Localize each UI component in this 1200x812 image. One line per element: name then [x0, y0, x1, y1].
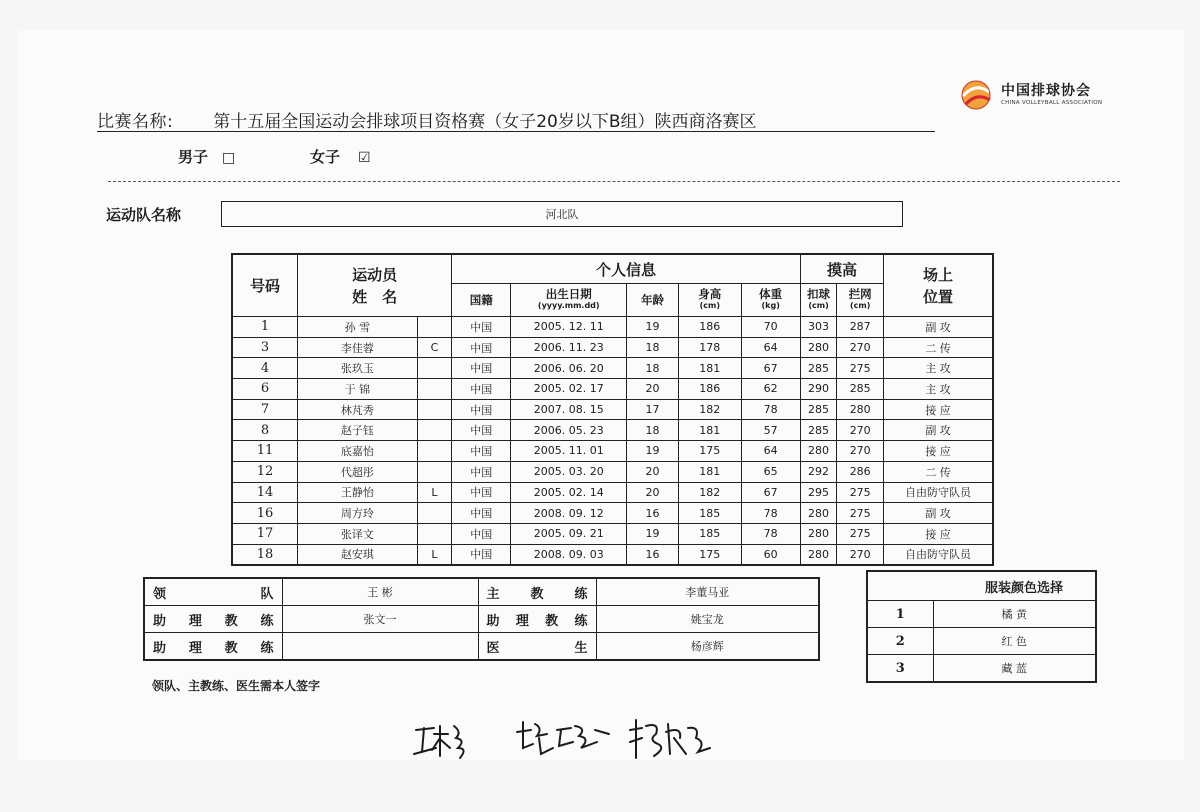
player-name: 周方玲 [298, 503, 418, 524]
player-role-mark: C [417, 337, 451, 358]
signature-leader [410, 708, 490, 766]
header-age: 年龄 [627, 284, 679, 317]
player-role-mark [417, 461, 451, 482]
player-height: 185 [679, 503, 741, 524]
player-age: 19 [627, 317, 679, 338]
signature-note: 领队、主教练、医生需本人签字 [152, 679, 321, 693]
table-row [232, 317, 993, 338]
player-position: 主 攻 [884, 358, 993, 379]
player-dob: 2005. 11. 01 [511, 441, 627, 462]
header-weight: 体重 (kg) [741, 284, 800, 317]
player-weight: 57 [741, 420, 800, 441]
player-block-reach: 275 [837, 523, 884, 544]
leader-name: 王 彬 [282, 578, 478, 606]
player-age: 20 [627, 379, 679, 400]
player-name: 林芃秀 [298, 399, 418, 420]
signature-head-coach [513, 708, 613, 766]
color-option-name: 藏 蓝 [933, 655, 1096, 683]
player-dob: 2008. 09. 03 [511, 544, 627, 565]
player-height: 186 [679, 317, 741, 338]
player-name: 赵安琪 [298, 544, 418, 565]
player-nationality: 中国 [452, 503, 511, 524]
player-role-mark [417, 420, 451, 441]
player-position: 主 攻 [884, 379, 993, 400]
table-row [232, 461, 993, 482]
roster-body [232, 317, 993, 566]
player-number: 18 [232, 544, 298, 565]
color-option-name: 红 色 [933, 628, 1096, 655]
header-height: 身高 (cm) [679, 284, 741, 317]
player-dob: 2006. 06. 20 [511, 358, 627, 379]
player-block-reach: 286 [837, 461, 884, 482]
team-name-field [221, 201, 903, 227]
player-position: 副 攻 [884, 503, 993, 524]
player-spike-reach: 280 [800, 544, 836, 565]
header-reach: 摸高 [800, 254, 883, 284]
player-name: 孙 雪 [298, 317, 418, 338]
player-dob: 2006. 05. 23 [511, 420, 627, 441]
player-nationality: 中国 [452, 317, 511, 338]
player-dob: 2005. 02. 14 [511, 482, 627, 503]
player-position: 二 传 [884, 337, 993, 358]
player-position: 自由防守队员 [884, 544, 993, 565]
gender-male [178, 146, 235, 167]
header-nationality: 国籍 [452, 284, 511, 317]
player-position: 接 应 [884, 399, 993, 420]
player-weight: 62 [741, 379, 800, 400]
player-name: 赵子钰 [298, 420, 418, 441]
player-dob: 2005. 02. 17 [511, 379, 627, 400]
player-height: 185 [679, 523, 741, 544]
player-number: 11 [232, 441, 298, 462]
player-weight: 70 [741, 317, 800, 338]
player-height: 182 [679, 482, 741, 503]
player-height: 181 [679, 358, 741, 379]
player-name: 李佳蓉 [298, 337, 418, 358]
player-position: 接 应 [884, 441, 993, 462]
assistant-coach-label-2: 助理教练 [144, 633, 282, 661]
player-block-reach: 270 [837, 441, 884, 462]
player-height: 181 [679, 420, 741, 441]
player-age: 16 [627, 544, 679, 565]
player-block-reach: 280 [837, 399, 884, 420]
player-role-mark [417, 399, 451, 420]
doctor-label: 医 生 [478, 633, 596, 661]
player-role-mark [417, 523, 451, 544]
player-age: 17 [627, 399, 679, 420]
player-name: 张译文 [298, 523, 418, 544]
header-position: 场上 位置 [884, 254, 993, 317]
player-age: 20 [627, 482, 679, 503]
player-nationality: 中国 [452, 337, 511, 358]
player-nationality: 中国 [452, 461, 511, 482]
color-option-number: 2 [867, 628, 933, 655]
player-age: 19 [627, 441, 679, 462]
player-weight: 78 [741, 399, 800, 420]
player-spike-reach: 285 [800, 399, 836, 420]
player-nationality: 中国 [452, 399, 511, 420]
player-name: 张玖玉 [298, 358, 418, 379]
player-role-mark: L [417, 544, 451, 565]
player-dob: 2005. 09. 21 [511, 523, 627, 544]
player-block-reach: 270 [837, 544, 884, 565]
male-checkbox: □ [222, 150, 236, 166]
player-number: 16 [232, 503, 298, 524]
dashed-divider [108, 181, 1120, 182]
player-name: 代超彤 [298, 461, 418, 482]
player-name: 王静怡 [298, 482, 418, 503]
header-athlete-name: 运动员 姓 名 [298, 254, 452, 317]
player-weight: 67 [741, 358, 800, 379]
table-row [232, 379, 993, 400]
player-block-reach: 285 [837, 379, 884, 400]
cva-logo [957, 78, 1107, 114]
table-row [867, 655, 1096, 683]
player-nationality: 中国 [452, 420, 511, 441]
color-option-name: 橘 黄 [933, 601, 1096, 628]
player-spike-reach: 280 [800, 337, 836, 358]
team-label: 运动队名称 [106, 206, 182, 224]
player-weight: 65 [741, 461, 800, 482]
uniform-title: 服装颜色选择 [867, 571, 1096, 601]
volleyball-logo-icon [957, 78, 995, 112]
player-weight: 78 [741, 523, 800, 544]
player-name: 底嘉怡 [298, 441, 418, 462]
competition-name: 第十五届全国运动会排球项目资格赛（女子20岁以下B组）陕西商洛赛区 [213, 112, 757, 132]
head-coach-name: 李董马亚 [596, 578, 819, 606]
player-number: 12 [232, 461, 298, 482]
player-nationality: 中国 [452, 523, 511, 544]
player-spike-reach: 280 [800, 503, 836, 524]
competition-label: 比赛名称: [97, 112, 174, 132]
gender-female [310, 146, 371, 167]
table-row [232, 358, 993, 379]
player-spike-reach: 295 [800, 482, 836, 503]
assistant-coach-name-1: 张文一 [282, 606, 478, 633]
table-row [867, 628, 1096, 655]
header-personal-info: 个人信息 [452, 254, 801, 284]
logo-text: 中国排球协会 [1001, 83, 1091, 99]
table-row [232, 523, 993, 544]
table-row [232, 544, 993, 565]
player-name: 于 锦 [298, 379, 418, 400]
player-age: 16 [627, 503, 679, 524]
player-role-mark [417, 379, 451, 400]
player-position: 副 攻 [884, 317, 993, 338]
player-height: 175 [679, 544, 741, 565]
header-number: 号码 [232, 254, 298, 317]
logo-subtext: CHINA VOLLEYBALL ASSOCIATION [1001, 100, 1103, 106]
table-row [232, 503, 993, 524]
player-height: 178 [679, 337, 741, 358]
table-row [232, 441, 993, 462]
assistant-coach-name-2 [282, 633, 478, 661]
player-height: 186 [679, 379, 741, 400]
team-name: 河北队 [545, 208, 579, 221]
player-age: 18 [627, 420, 679, 441]
player-role-mark [417, 503, 451, 524]
table-row [867, 601, 1096, 628]
color-option-number: 3 [867, 655, 933, 683]
head-coach-label: 主 教 练 [478, 578, 596, 606]
player-role-mark [417, 358, 451, 379]
player-number: 6 [232, 379, 298, 400]
title-underline [97, 131, 935, 132]
table-row [232, 337, 993, 358]
player-block-reach: 270 [837, 420, 884, 441]
player-weight: 64 [741, 337, 800, 358]
player-age: 18 [627, 337, 679, 358]
player-number: 7 [232, 399, 298, 420]
assistant-coach-label-1: 助理教练 [144, 606, 282, 633]
assistant-coach-label-3: 助理教练 [478, 606, 596, 633]
player-spike-reach: 280 [800, 441, 836, 462]
player-position: 副 攻 [884, 420, 993, 441]
player-block-reach: 275 [837, 503, 884, 524]
player-number: 14 [232, 482, 298, 503]
player-spike-reach: 303 [800, 317, 836, 338]
player-dob: 2007. 08. 15 [511, 399, 627, 420]
player-height: 181 [679, 461, 741, 482]
player-number: 1 [232, 317, 298, 338]
player-dob: 2005. 03. 20 [511, 461, 627, 482]
female-checkbox: ☑ [358, 150, 371, 166]
player-age: 19 [627, 523, 679, 544]
player-height: 175 [679, 441, 741, 462]
player-position: 自由防守队员 [884, 482, 993, 503]
doctor-name: 杨彦辉 [596, 633, 819, 661]
leader-label: 领 队 [144, 578, 282, 606]
player-number: 3 [232, 337, 298, 358]
signature-doctor [626, 708, 712, 766]
player-role-mark [417, 317, 451, 338]
player-nationality: 中国 [452, 544, 511, 565]
assistant-coach-name-3: 姚宝龙 [596, 606, 819, 633]
header-spike: 扣球 (cm) [800, 284, 836, 317]
player-weight: 60 [741, 544, 800, 565]
player-dob: 2005. 12. 11 [511, 317, 627, 338]
player-nationality: 中国 [452, 358, 511, 379]
player-height: 182 [679, 399, 741, 420]
player-spike-reach: 290 [800, 379, 836, 400]
player-nationality: 中国 [452, 441, 511, 462]
player-dob: 2006. 11. 23 [511, 337, 627, 358]
player-nationality: 中国 [452, 379, 511, 400]
player-number: 8 [232, 420, 298, 441]
player-position: 二 传 [884, 461, 993, 482]
roster-table [231, 253, 994, 566]
player-spike-reach: 285 [800, 358, 836, 379]
staff-table [143, 577, 820, 661]
player-number: 4 [232, 358, 298, 379]
uniform-color-table [866, 570, 1097, 683]
player-number: 17 [232, 523, 298, 544]
table-row [232, 420, 993, 441]
player-nationality: 中国 [452, 482, 511, 503]
player-weight: 64 [741, 441, 800, 462]
male-label: 男子 [178, 148, 209, 166]
color-option-number: 1 [867, 601, 933, 628]
header-dob: 出生日期 (yyyy.mm.dd) [511, 284, 627, 317]
player-position: 接 应 [884, 523, 993, 544]
player-spike-reach: 292 [800, 461, 836, 482]
uniform-color-rows [867, 601, 1096, 683]
player-block-reach: 275 [837, 358, 884, 379]
player-weight: 78 [741, 503, 800, 524]
player-block-reach: 270 [837, 337, 884, 358]
player-block-reach: 275 [837, 482, 884, 503]
table-row [232, 399, 993, 420]
player-age: 20 [627, 461, 679, 482]
player-role-mark [417, 441, 451, 462]
female-label: 女子 [310, 148, 341, 166]
table-row [232, 482, 993, 503]
header-block: 拦网 (cm) [837, 284, 884, 317]
competition-title [97, 107, 757, 132]
player-spike-reach: 280 [800, 523, 836, 544]
player-weight: 67 [741, 482, 800, 503]
player-spike-reach: 285 [800, 420, 836, 441]
player-role-mark: L [417, 482, 451, 503]
player-age: 18 [627, 358, 679, 379]
player-dob: 2008. 09. 12 [511, 503, 627, 524]
player-block-reach: 287 [837, 317, 884, 338]
